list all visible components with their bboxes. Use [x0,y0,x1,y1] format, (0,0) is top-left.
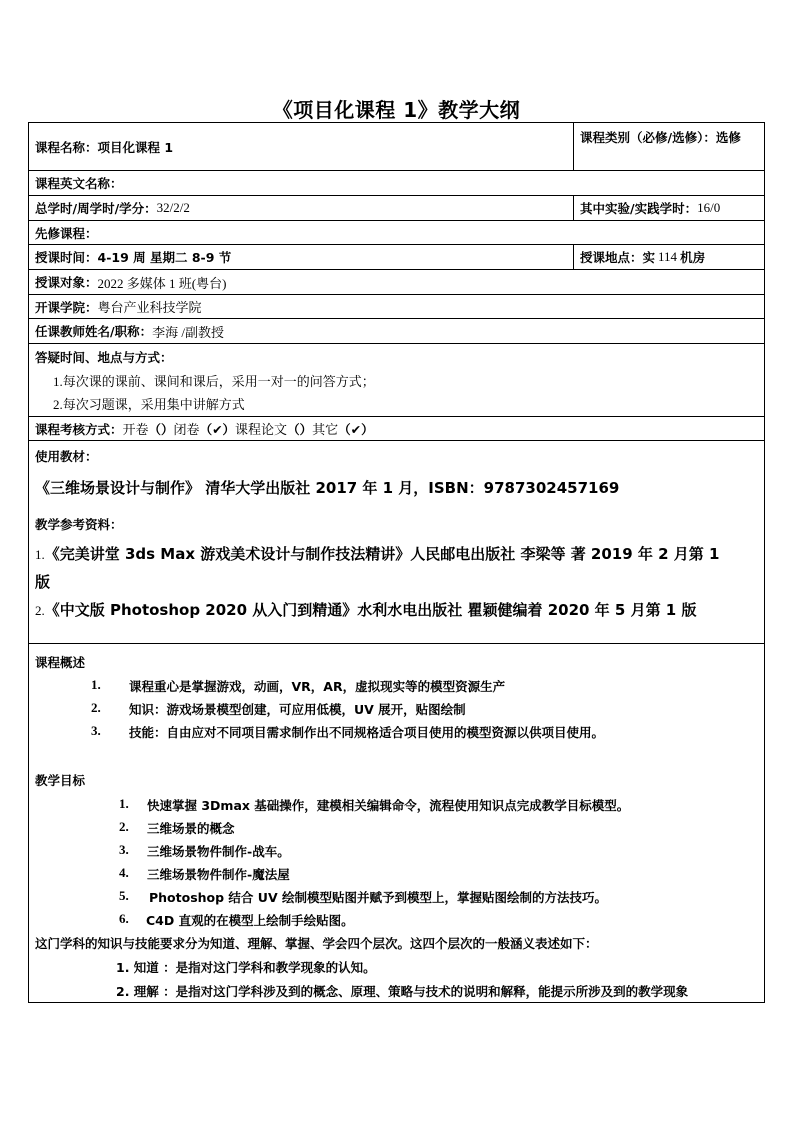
overview-item-text: 技能：自由应对不同项目需求制作出不同规格适合项目使用的模型资源以供项目使用。 [129,725,605,740]
row-teacher [29,319,764,344]
assessment-option-paper: 课程论文 [235,422,288,437]
objective-item-number: 5. [119,888,129,903]
audience-value: 2022 多媒体 1 班(粤台) [97,275,227,291]
lab-hours-label: 其中实验/实践学时： [580,201,698,216]
objective-item-text: 快速掌握 3Dmax 基础操作，建模相关编辑命令，流程使用知识点完成教学目标模型。 [147,798,630,813]
hours-value: 32/2/2 [156,200,190,215]
row-college [29,295,764,319]
syllabus-table [28,122,765,1003]
college-value: 粤台产业科技学院 [97,300,202,315]
level-item: 1. 知道 ：是指对这门学科和教学现象的认知。 [116,960,376,975]
levels-intro: 这门学科的知识与技能要求分为知道、理解、掌握、学会四个层次。这四个层次的一般涵义表述如下： [35,936,598,951]
audience-label: 授课对象： [35,275,98,290]
reference-text: 《中文版 Photoshop 2020 从入门到精通》水利水电出版社 瞿颖健编着 2020 年 5 月第 1 版 [44,601,697,619]
assessment-option-open: 开卷 [122,422,149,437]
course-category-value: 选修 [715,130,741,145]
reference-item [35,599,696,620]
row-schedule [29,245,764,270]
reference-text: 《完美讲堂 3ds Max 游戏美术设计与制作技法精讲》人民邮电出版社 李梁等 著 2019 年 2 月第 1 [44,545,720,563]
prerequisite-label: 先修课程： [35,225,98,241]
row-course-name [29,123,764,171]
assessment-option-other: 其它 [312,422,339,437]
hours-label: 总学时/周学时/学分： [35,201,157,216]
english-name-label: 课程英文名称： [35,176,123,191]
objective-item-number: 2. [119,819,129,834]
row-prerequisite [29,221,764,245]
overview-item-number: 1. [91,677,101,692]
textbook-value: 《三维场景设计与制作》 清华大学出版社 2017 年 1 月，ISBN：9787302457169 [35,479,620,497]
overview-item-text: 知识：游戏场景模型创建，可应用低模，UV 展开，贴图绘制 [129,702,466,717]
objective-item [119,911,354,929]
objective-item-number: 4. [119,865,129,880]
course-name-value: 项目化课程 1 [97,139,174,155]
objective-item-text: 三维场景的概念 [147,821,235,836]
overview-label: 课程概述 [35,655,86,670]
overview-item [91,677,506,695]
objective-item-text: 三维场景物件制作-魔法屋 [147,867,290,882]
overview-item-number: 2. [91,700,101,715]
assessment-mark-other: （✔） [338,421,374,437]
row-hours [29,196,764,221]
overview-item [91,700,466,718]
references-label: 教学参考资料： [35,517,123,532]
qa-item: 1.每次课的课前、课间和课后，采用一对一的问答方式； [53,374,375,389]
lab-hours-value: 16/0 [697,200,721,215]
row-assessment [29,417,764,441]
row-qa [29,344,764,417]
assessment-mark-closed: （✔） [199,421,236,437]
textbook-label: 使用教材： [35,449,98,464]
qa-item: 2.每次习题课，采用集中讲解方式 [53,397,245,412]
teacher-value: 李海 /副教授 [152,324,224,340]
reference-item [35,543,719,564]
overview-item-text: 课程重心是掌握游戏，动画，VR，AR，虚拟现实等的模型资源生产 [129,679,506,694]
assessment-mark-paper: （） [287,421,313,437]
objective-item-number: 1. [119,796,129,811]
location-prefix: 实 [642,250,656,265]
row-course-description [29,644,764,1004]
course-category-label: 课程类别（必修/选修）： [580,130,716,145]
objective-item [119,888,607,906]
location-label: 授课地点： [580,250,643,265]
row-materials [29,441,764,644]
objective-item [119,819,235,837]
objective-item [119,865,290,883]
location-suffix: 机房 [680,250,706,265]
objective-item-text: C4D 直观的在模型上绘制手绘贴图。 [146,913,354,928]
teacher-label: 任课教师姓名/职称： [35,324,153,339]
overview-item-number: 3. [91,723,101,738]
schedule-label: 授课时间： [35,250,98,265]
level-item: 2. 理解 ：是指对这门学科涉及到的概念、原理、策略与技术的说明和解释，能提示所涉及到的教学现象 [116,984,689,999]
college-label: 开课学院： [35,299,98,315]
location-room-number: 114 [658,249,678,264]
reference-number: 2. [35,603,45,618]
row-audience [29,270,764,295]
objective-item [119,796,630,814]
objective-item-text: 三维场景物件制作-战车。 [147,844,290,859]
reference-number: 1. [35,547,45,562]
page-title: 《项目化课程 1》教学大纲 [272,98,521,122]
course-name-label: 课程名称： [35,139,98,155]
qa-label: 答疑时间、地点与方式： [35,350,173,365]
assessment-label: 课程考核方式： [35,421,123,437]
assessment-option-closed: 闭卷 [173,422,200,437]
objective-item-number: 6. [119,911,129,926]
course-name-cell [29,123,573,170]
objective-item-number: 3. [119,842,129,857]
objective-item [119,842,290,860]
schedule-value: 4-19 周 星期二 8-9 节 [97,250,232,265]
row-english-name [29,171,764,196]
course-category-cell [573,123,764,170]
assessment-mark-open: （） [148,421,174,437]
overview-item [91,723,605,741]
reference-text-continued: 版 [35,573,51,591]
objective-item-text: Photoshop 结合 UV 绘制模型贴图并赋予到模型上，掌握贴图绘制的方法技巧。 [149,890,607,905]
objectives-label: 教学目标 [35,773,86,788]
